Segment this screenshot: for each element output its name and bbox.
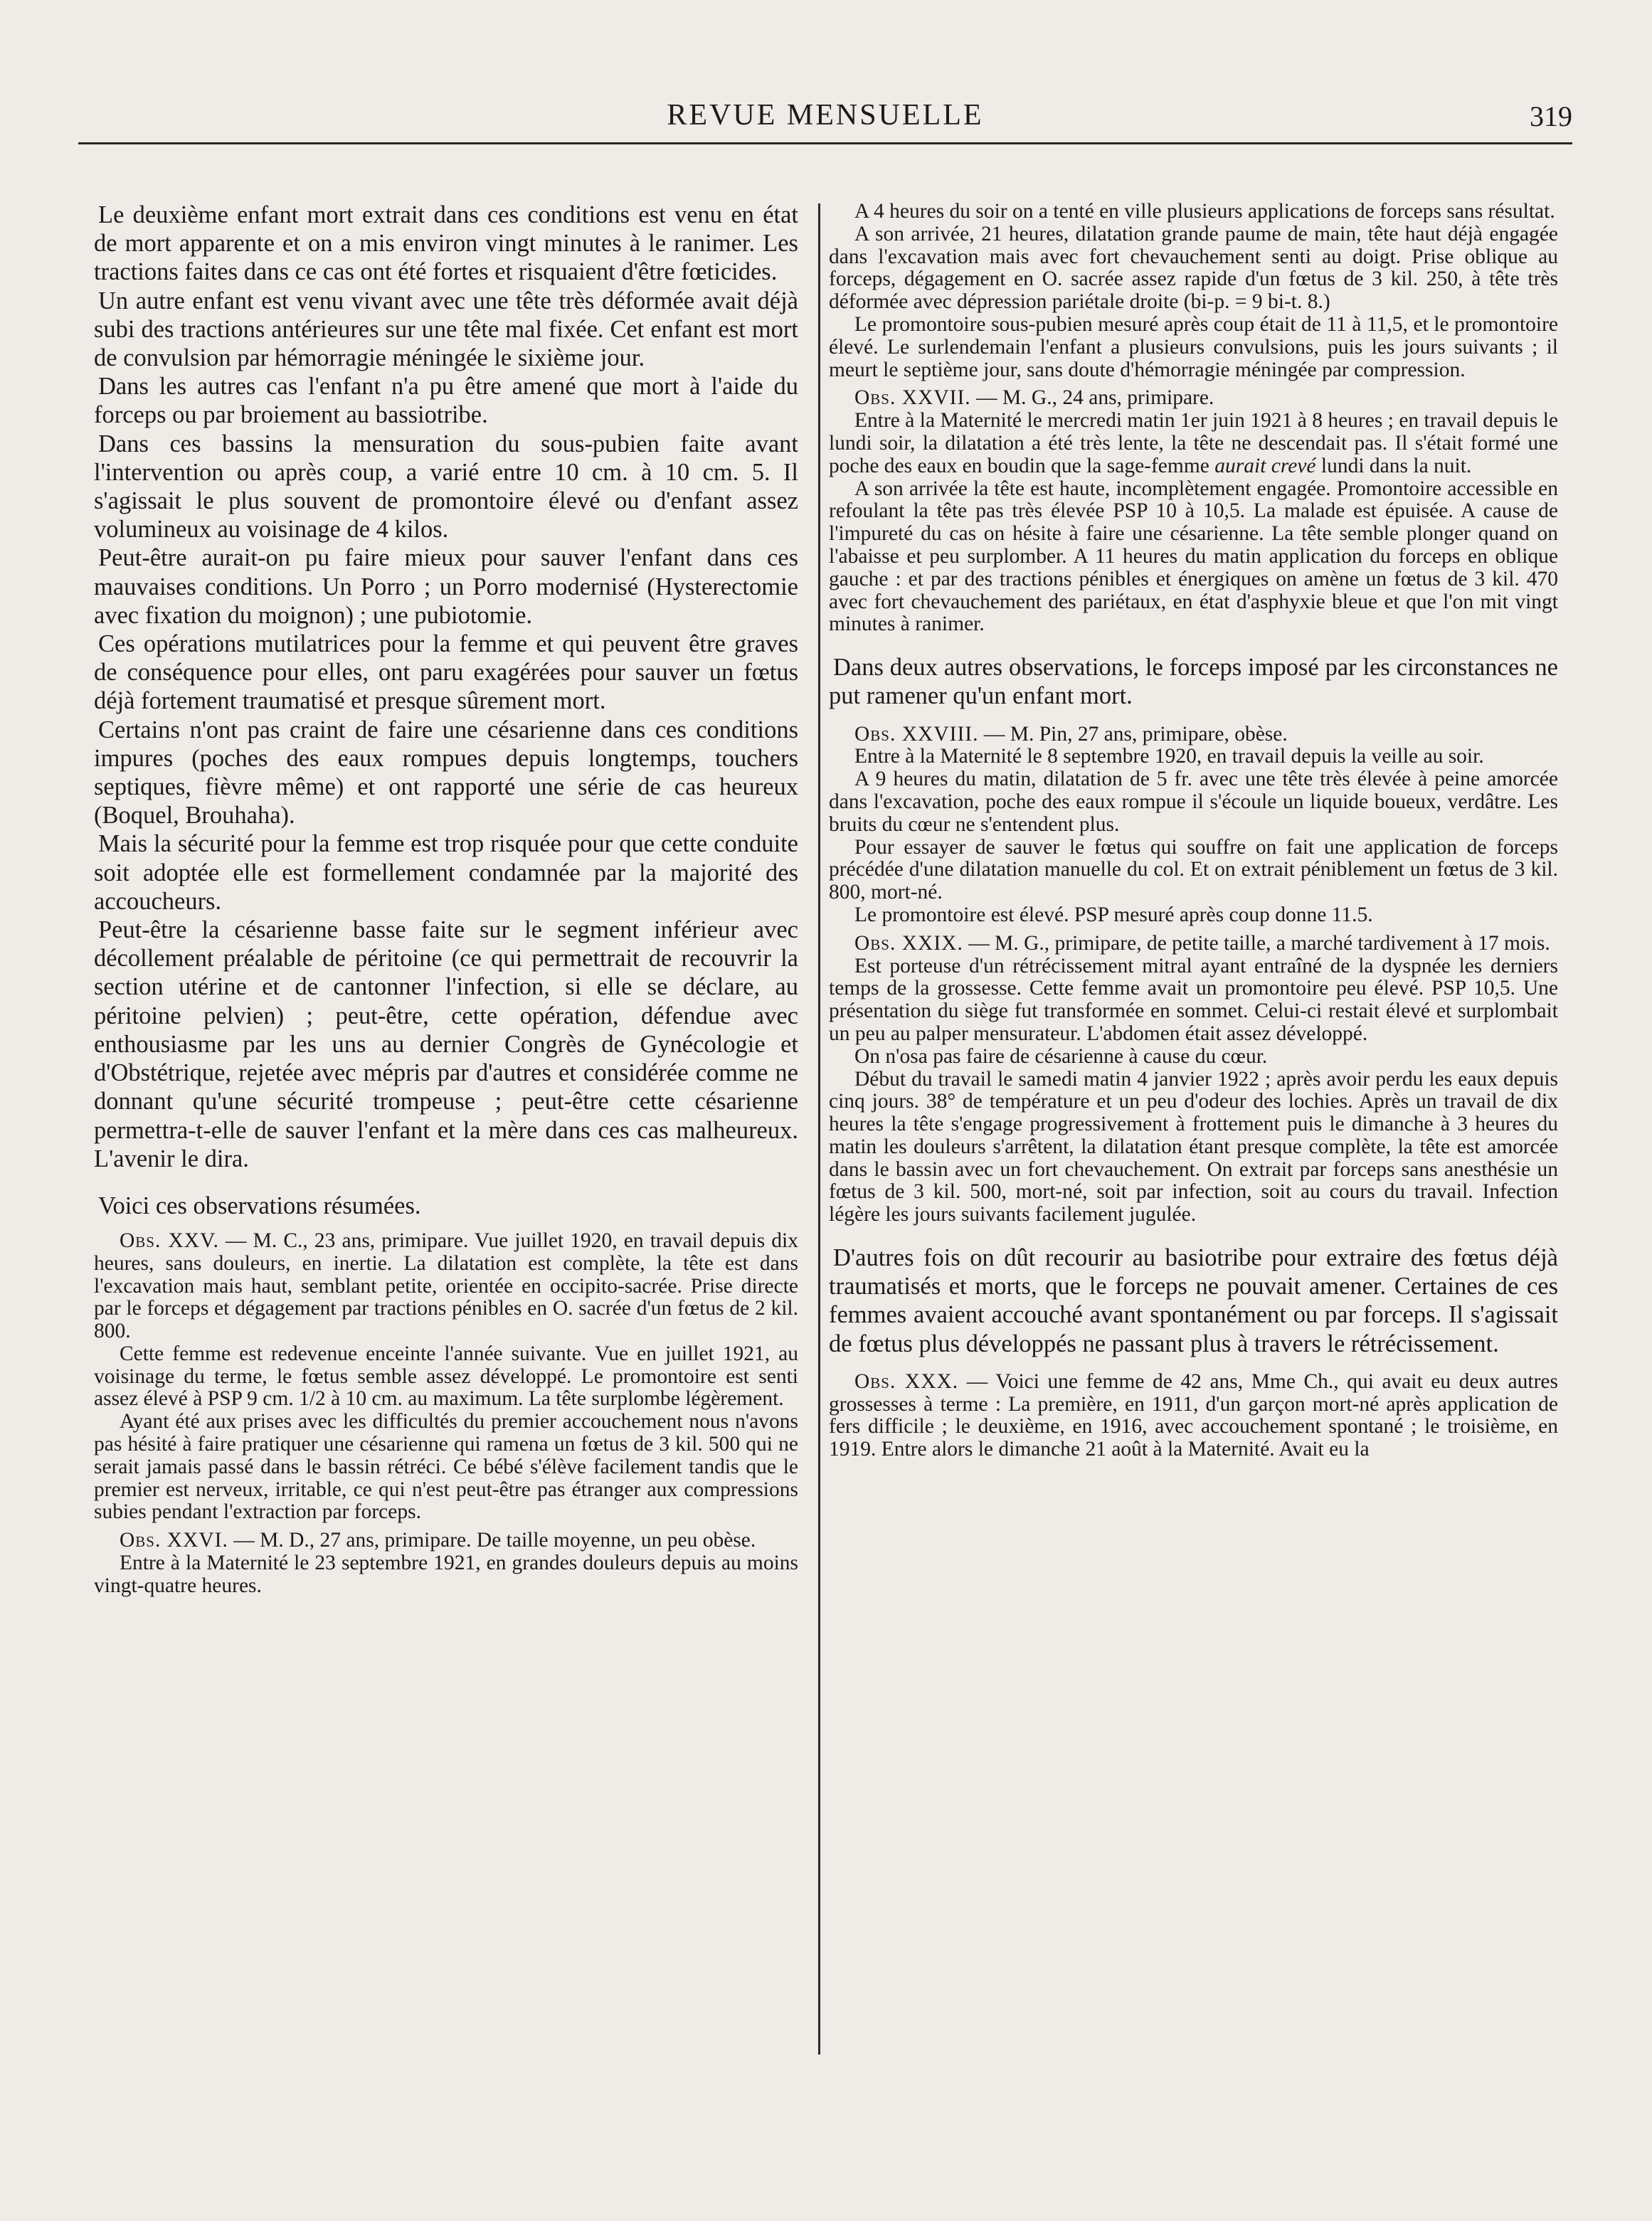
paragraph: Ces opérations mutilatrices pour la femme et qui peuvent être graves de conséquence pour elles, ont paru exagérées pour sauver un fœtus déjà fortement traumatisé et presque sûrement mort.: [94, 630, 798, 715]
paragraph: Un autre enfant est venu vivant avec une tête très déformée avait déjà subi des tractions antérieures sur une tête mal fixée. Cet enfant est mort de convulsion par hémorragie méningée le sixième jour.: [94, 287, 798, 372]
left-column: [94, 201, 798, 1598]
observation-label: Obs. XXVIII.: [854, 722, 979, 746]
paragraph: D'autres fois on dût recourir au basiotribe pour extraire des fœtus déjà traumatisés et morts, que le forceps ne pouvait amener. Certaines de ces femmes avaient accouché avant spontanément ou par forceps. Il s'agissait de fœtus plus développés ne passant plus à travers le rétrécissement.: [829, 1244, 1558, 1357]
paragraph: Dans les autres cas l'enfant n'a pu être amené que mort à l'aide du forceps ou par broiement au bassiotribe.: [94, 373, 798, 429]
observation-text: — M. G., primipare, de petite taille, a marché tardivement à 17 mois.: [963, 931, 1550, 955]
paragraph: Entre à la Maternité le 8 septembre 1920, en travail depuis la veille au soir.: [854, 745, 1484, 768]
section-heading: Voici ces observations résumées.: [98, 1192, 421, 1219]
observation-text: — M. G., 24 ans, primipare.: [970, 386, 1214, 410]
paragraph: Certains n'ont pas craint de faire une césarienne dans ces conditions impures (poches des eaux rompues depuis longtemps, touchers septiques, fièvre même) et ont rapporté une série de cas heureux (Boquel, Brouhaha).: [94, 716, 798, 829]
observation-label: Obs. XXX.: [854, 1369, 959, 1393]
observation-label: Obs. XXVI.: [120, 1529, 228, 1552]
paragraph: A son arrivée, 21 heures, dilatation grande paume de main, tête haut déjà engagée dans l'excavation mais avec fort chevauchement senti au doigt. Prise oblique au forceps, dégagement en O. sacrée assez rapide d'un fœtus de 3 kil. 250, à tête très déformée avec dépression pariétale droite (bi-p. = 9 bi-t. 8.): [829, 222, 1558, 314]
emphasis: aurait crevé: [1214, 454, 1316, 477]
text-run: Entre à la Maternité le mercredi matin 1er juin 1921 à 8 heures ; en travail depuis le lundi soir, la dilatation a été très lente, la tête ne descendait pas. Il s'était formé une poche des eaux en boudin que la sage-femme: [829, 409, 1558, 477]
observation-text: — M. Pin, 27 ans, primipare, obèse.: [978, 722, 1288, 746]
observation-30: [829, 1371, 1558, 1461]
paragraph: A son arrivée la tête est haute, incomplètement engagée. Promontoire accessible en refoulant la tête pas très élevée PSP 10 à 10,5. La malade est épuisée. A cause de l'impureté du cas on hésite à faire une césarienne. La tête semble plonger quand on l'abaisse et peu surplomber. A 11 heures du matin application du forceps en oblique gauche : et par des tractions pénibles et énergiques on amène un fœtus de 3 kil. 470 avec fort chevauchement des pariétaux, en état d'asphyxie bleue et que l'on mit vingt minutes à ranimer.: [829, 477, 1558, 636]
observation-text: — M. D., 27 ans, primipare. De taille moyenne, un peu obèse.: [228, 1529, 756, 1552]
running-head: [78, 85, 1572, 144]
right-column: [829, 201, 1558, 1461]
observation-29: [829, 933, 1558, 955]
observation-text: — M. C., 23 ans, primipare. Vue juillet 1920, en travail depuis dix heures, sans douleurs, en inertie. La dilatation est complète, la tête est dans l'excavation mais haut, semblant petite, orientée en occipito-sacrée. Prise directe par le forceps et dégagement par tractions pénibles en O. sacrée d'un fœtus de 2 kil. 800.: [94, 1229, 798, 1343]
running-title: REVUE MENSUELLE: [667, 99, 984, 132]
paragraph: Pour essayer de sauver le fœtus qui souffre on fait une application de forceps précédée d'une dilatation manuelle du col. Et on extrait péniblement un fœtus de 3 kil. 800, mort-né.: [829, 835, 1558, 904]
paragraph: A 4 heures du soir on a tenté en ville plusieurs applications de forceps sans résultat.: [854, 200, 1555, 223]
paragraph: Est porteuse d'un rétrécissement mitral ayant entraîné de la dyspnée les derniers temps de la grossesse. Cette femme avait un promontoire peu élevé. PSP 10,5. Une présentation du siège fut transformée en sommet. Celui-ci restait élevé et surplombait un peu au palper mensurateur. L'abdomen était assez développé.: [829, 954, 1558, 1045]
observation-label: Obs. XXIX.: [854, 931, 963, 955]
paragraph: Le deuxième enfant mort extrait dans ces conditions est venu en état de mort apparente et on a mis environ vingt minutes à le ranimer. Les tractions faites dans ce cas ont été fortes et risquaient d'être fœticides.: [94, 201, 798, 286]
observation-26: [94, 1530, 798, 1552]
observation-label: Obs. XXV.: [120, 1229, 219, 1252]
paragraph: Cette femme est redevenue enceinte l'année suivante. Vue en juillet 1921, au voisinage du terme, le fœtus semble assez développé. Le promontoire est senti assez élevé à PSP 9 cm. 1/2 à 10 cm. au maximum. La tête surplombe légèrement.: [94, 1342, 798, 1411]
page-number: 319: [1530, 100, 1572, 132]
paragraph: Entre à la Maternité le 23 septembre 1921, en grandes douleurs depuis au moins vingt-quatre heures.: [94, 1552, 798, 1597]
observation-28: [829, 723, 1558, 746]
paragraph: Dans deux autres observations, le forceps imposé par les circonstances ne put ramener qu'un enfant mort.: [829, 654, 1558, 710]
paragraph: Mais la sécurité pour la femme est trop risquée pour que cette conduite soit adoptée elle est formellement condamnée par la majorité des accoucheurs.: [94, 830, 798, 915]
paragraph: Le promontoire est élevé. PSP mesuré après coup donne 11.5.: [854, 903, 1373, 926]
paragraph: A 9 heures du matin, dilatation de 5 fr. avec une tête très élevée à peine amorcée dans l'excavation, poche des eaux rompue il s'écoule un liquide boueux, verdâtre. Les bruits du cœur ne s'entendent plus.: [829, 768, 1558, 836]
paragraph: Le promontoire sous-pubien mesuré après coup était de 11 à 11,5, et le promontoire élevé. Le surlendemain l'enfant a plusieurs convulsions, puis les jours suivants ; il meurt le septième jour, sans doute d'hémorragie méningée par compression.: [829, 312, 1558, 381]
paragraph: Début du travail le samedi matin 4 janvier 1922 ; après avoir perdu les eaux depuis cinq jours. 38° de température et un peu d'odeur des lochies. Après un travail de dix heures la tête s'engage progressivement à frottement puis le dimanche à 3 heures du matin les douleurs s'arrêtent, la dilatation étant presque complète, la tête est amorcée dans le bassin avec un fort chevauchement. On extrait par forceps sans anesthésie un fœtus de 3 kil. 500, mort-né, soit par infection, soit au cours du travail. Infection légère les jours suivants facilement jugulée.: [829, 1067, 1558, 1226]
observation-text: — Voici une femme de 42 ans, Mme Ch., qui avait eu deux autres grossesses à terme : La première, en 1911, d'un garçon mort-né après application de fers difficile ; le deuxième, en 1916, avec accouchement spontané ; le troisième, en 1919. Entre alors le dimanche 21 août à la Maternité. Avait eu la: [829, 1369, 1558, 1461]
paragraph: On n'osa pas faire de césarienne à cause du cœur.: [854, 1044, 1268, 1068]
paragraph: Peut-être aurait-on pu faire mieux pour sauver l'enfant dans ces mauvaises conditions. Un Porro ; un Porro modernisé (Hysterectomie avec fixation du moignon) ; une pubiotomie.: [94, 544, 798, 629]
paragraph: [829, 410, 1558, 477]
paragraph: Dans ces bassins la mensuration du sous-pubien faite avant l'intervention ou après coup, a varié entre 10 cm. à 10 cm. 5. Il s'agissait le plus souvent de promontoire élevé ou d'enfant assez volumineux au voisinage de 4 kilos.: [94, 430, 798, 544]
observation-label: Obs. XXVII.: [854, 386, 971, 410]
text-run: lundi dans la nuit.: [1315, 454, 1472, 477]
paragraph: Peut-être la césarienne basse faite sur le segment inférieur avec décollement préalable de péritoine (ce qui permettrait de recouvrir la section utérine et de cantonner l'infection, si elle se déclare, au péritoine pelvien) ; peut-être, cette opération, défendue avec enthousiasme par les uns au dernier Congrès de Gynécologie et d'Obstétrique, rejetée avec mépris par d'autres et considérée comme ne donnant qu'une sécurité trompeuse ; peut-être cette césarienne permettra-t-elle de sauver l'enfant et la mère dans ces cas malheureux. L'avenir le dira.: [94, 916, 798, 1172]
observation-27: [829, 387, 1558, 410]
paragraph: Ayant été aux prises avec les difficultés du premier accouchement nous n'avons pas hésité à faire pratiquer une césarienne qui ramena un fœtus de 3 kil. 500 qui ne serait jamais passé dans le bassin rétréci. Ce bébé s'élève facilement tandis que le premier est nerveux, irritable, ce qui n'est peut-être pas étranger aux compressions subies pendant l'extraction par forceps.: [94, 1410, 798, 1524]
observation-25: [94, 1230, 798, 1343]
column-divider: [818, 203, 820, 2055]
